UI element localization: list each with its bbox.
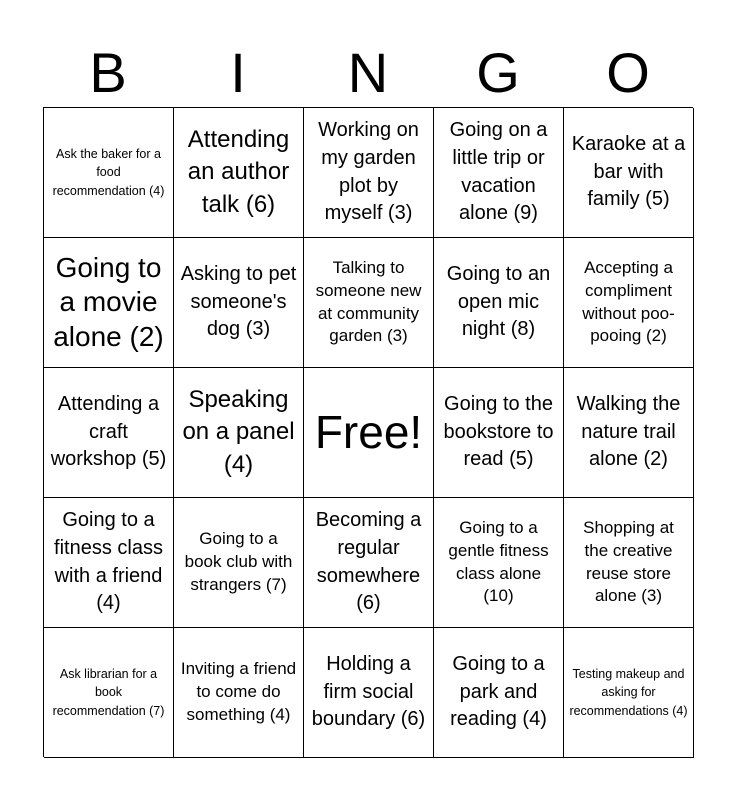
cell-text: Asking to pet someone's dog (3) bbox=[180, 263, 297, 341]
cell-text: Ask librarian for a book recommendation (7) bbox=[52, 667, 165, 718]
free-space-text: Free! bbox=[314, 406, 423, 459]
cell-text: Accepting a compliment without poo-pooing (2) bbox=[582, 257, 675, 346]
cell-text: Testing makeup and asking for recommendations (4) bbox=[569, 667, 688, 718]
bingo-cell[interactable] bbox=[304, 238, 434, 368]
cell-text: Going to a park and reading (4) bbox=[450, 653, 547, 731]
bingo-cell[interactable] bbox=[434, 498, 564, 628]
bingo-cell[interactable] bbox=[44, 238, 174, 368]
bingo-cell[interactable] bbox=[564, 368, 694, 498]
cell-text: Becoming a regular somewhere (6) bbox=[315, 509, 422, 615]
cell-text: Holding a firm social boundary (6) bbox=[311, 653, 426, 731]
cell-text: Speaking on a panel (4) bbox=[182, 385, 295, 478]
cell-text: Going on a little trip or vacation alone (9) bbox=[449, 119, 548, 225]
bingo-cell[interactable] bbox=[44, 108, 174, 238]
cell-text: Walking the nature trail alone (2) bbox=[576, 393, 681, 471]
header-letter-g: G bbox=[476, 41, 520, 104]
header-letter-b: B bbox=[89, 41, 127, 104]
bingo-cell[interactable] bbox=[564, 498, 694, 628]
cell-text: Ask the baker for a food recommendation (4) bbox=[52, 147, 165, 198]
cell-text: Talking to someone new at community garden (3) bbox=[315, 257, 422, 346]
bingo-cell[interactable] bbox=[304, 108, 434, 238]
bingo-header bbox=[43, 38, 693, 108]
cell-text: Karaoke at a bar with family (5) bbox=[571, 133, 686, 211]
header-letter-n: N bbox=[347, 41, 389, 104]
bingo-cell[interactable] bbox=[44, 498, 174, 628]
bingo-cell[interactable] bbox=[564, 108, 694, 238]
cell-text: Going to a gentle fitness class alone (10) bbox=[448, 517, 549, 606]
bingo-cell[interactable] bbox=[434, 238, 564, 368]
bingo-cell[interactable] bbox=[44, 368, 174, 498]
cell-text: Going to a fitness class with a friend (4) bbox=[54, 509, 163, 615]
bingo-cell[interactable] bbox=[304, 498, 434, 628]
cell-text: Attending an author talk (6) bbox=[187, 125, 290, 218]
bingo-cell[interactable] bbox=[174, 368, 304, 498]
free-space-cell[interactable] bbox=[304, 368, 434, 498]
bingo-cell[interactable] bbox=[174, 498, 304, 628]
bingo-cell[interactable] bbox=[434, 628, 564, 758]
cell-text: Shopping at the creative reuse store alone (3) bbox=[583, 517, 674, 606]
bingo-cell[interactable] bbox=[304, 628, 434, 758]
bingo-cell[interactable] bbox=[174, 628, 304, 758]
bingo-cell[interactable] bbox=[434, 368, 564, 498]
header-letter-i: I bbox=[230, 41, 246, 104]
bingo-cell[interactable] bbox=[174, 108, 304, 238]
bingo-cell[interactable] bbox=[174, 238, 304, 368]
cell-text: Going to a book club with strangers (7) bbox=[184, 529, 293, 594]
bingo-cell[interactable] bbox=[564, 628, 694, 758]
bingo-board bbox=[43, 107, 693, 757]
cell-text: Inviting a friend to come do something (4) bbox=[180, 659, 297, 724]
cell-text: Working on my garden plot by myself (3) bbox=[318, 119, 419, 225]
cell-text: Going to the bookstore to read (5) bbox=[443, 393, 554, 471]
cell-text: Attending a craft workshop (5) bbox=[50, 393, 167, 471]
header-letter-o: O bbox=[606, 41, 650, 104]
cell-text: Going to a movie alone (2) bbox=[53, 252, 164, 352]
bingo-cell[interactable] bbox=[434, 108, 564, 238]
cell-text: Going to an open mic night (8) bbox=[446, 263, 551, 341]
bingo-cell[interactable] bbox=[564, 238, 694, 368]
bingo-cell[interactable] bbox=[44, 628, 174, 758]
